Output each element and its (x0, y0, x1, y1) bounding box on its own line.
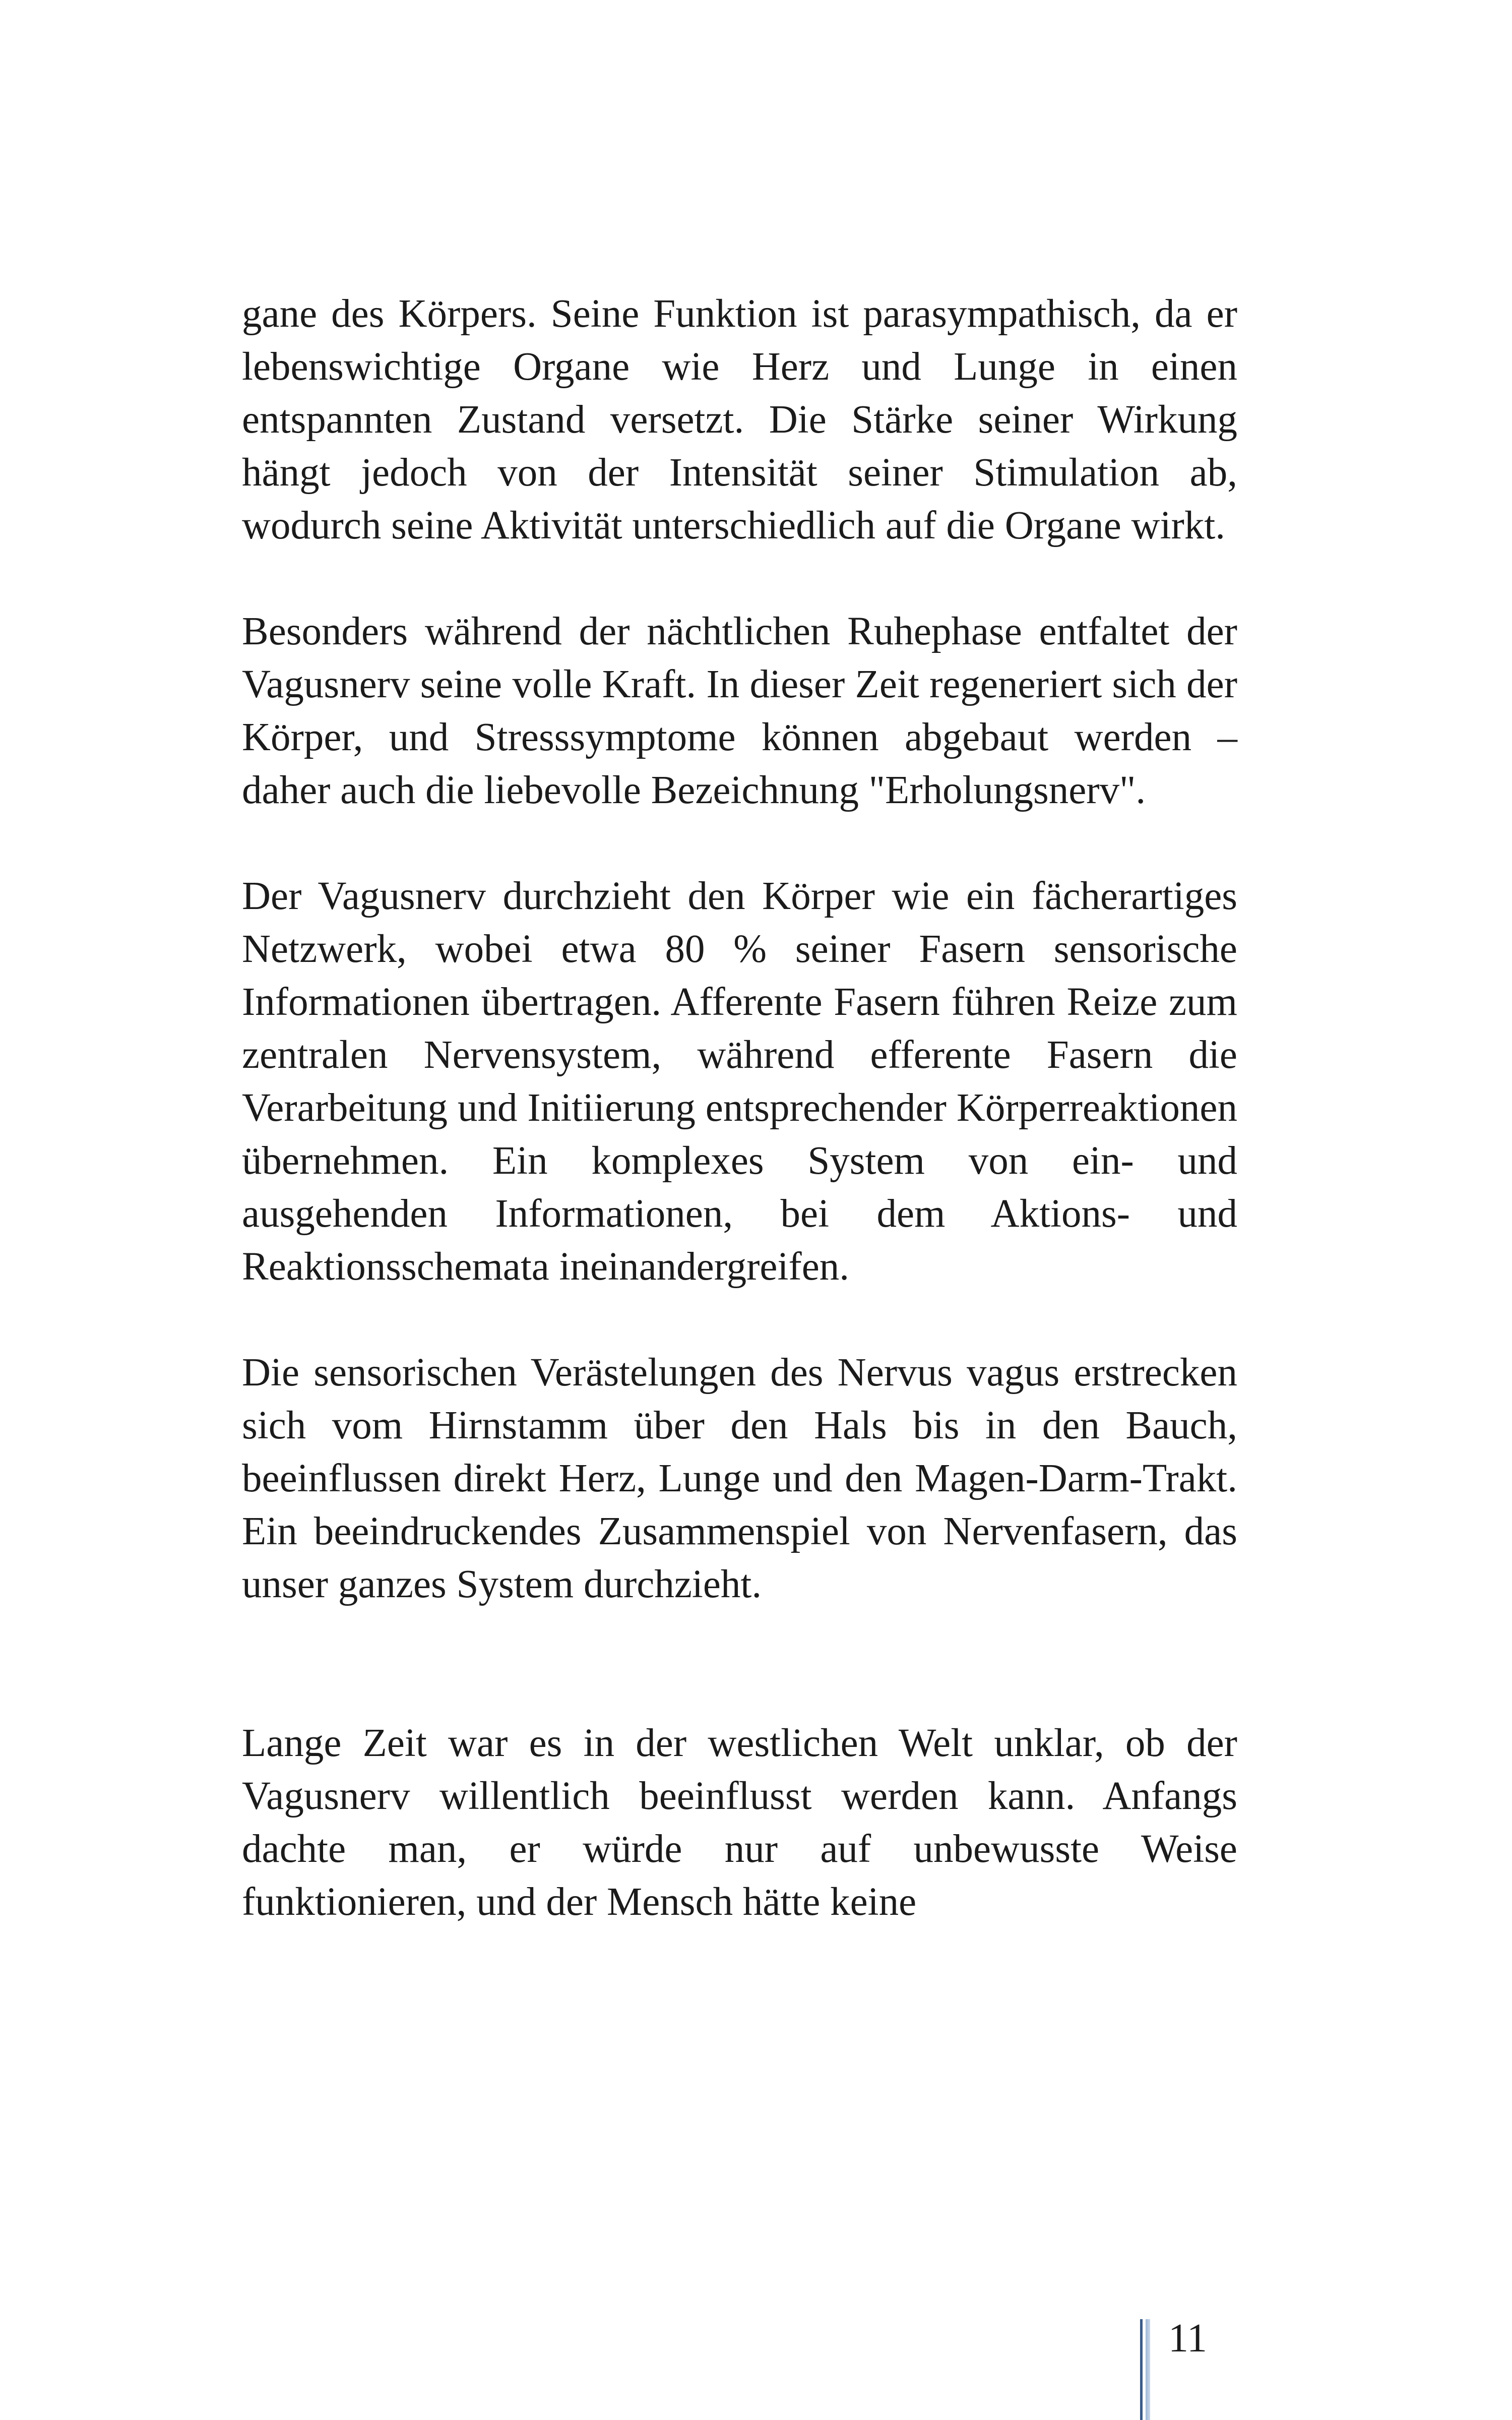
paragraph-4: Die sensorischen Verästelungen des Nervus vagus erstrecken sich vom Hirnstamm über den Hals bis in den Bauch, beeinflussen direkt Herz, Lunge und den Magen-Darm-Trakt. Ein beeindruckendes Zusammenspiel von Nervenfasern, das unser ganzes System durchzieht. (242, 1351, 1237, 1606)
paragraph-3: Der Vagusnerv durchzieht den Körper wie ein fächerartiges Netzwerk, wobei etwa 80 % seiner Fasern sensorische Informationen übertragen. Afferente Fasern führen Reize zum zentralen Nervensystem, während efferente Fasern die Verarbeitung und Initiierung entsprechender Körperreaktionen übernehmen. Ein komplexes System von ein- und ausgehenden Informationen, bei dem Aktions- und Reaktionsschemata ineinandergreifen. (242, 874, 1237, 1289)
page-number-rule (1140, 2319, 1150, 2420)
paragraph-5: Lange Zeit war es in der westlichen Welt unklar, ob der Vagusnerv willentlich beeinflusst werden kann. Anfangs dachte man, er würde nur auf unbewusste Weise funktionieren, und der Mensch hätte keine (242, 1721, 1237, 1924)
paragraph-1: gane des Körpers. Seine Funktion ist parasympathisch, da er lebenswichtige Organe wie Herz und Lunge in einen entspannten Zustand versetzt. Die Stärke seiner Wirkung hängt jedoch von der Intensität seiner Stimulation ab, wodurch seine Aktivität unterschiedlich auf die Organe wirkt. (242, 292, 1237, 548)
page-number: 11 (1168, 2316, 1208, 2361)
rule-bar-light (1146, 2319, 1150, 2420)
rule-bar-dark (1140, 2319, 1143, 2420)
paragraph-2: Besonders während der nächtlichen Ruhephase entfaltet der Vagusnerv seine volle Kraft. In dieser Zeit regeneriert sich der Körper, und Stresssymptome können abgebaut werden – daher auch die liebevolle Bezeichnung "Erholungsnerv". (242, 610, 1237, 812)
body-text (242, 287, 1237, 1928)
